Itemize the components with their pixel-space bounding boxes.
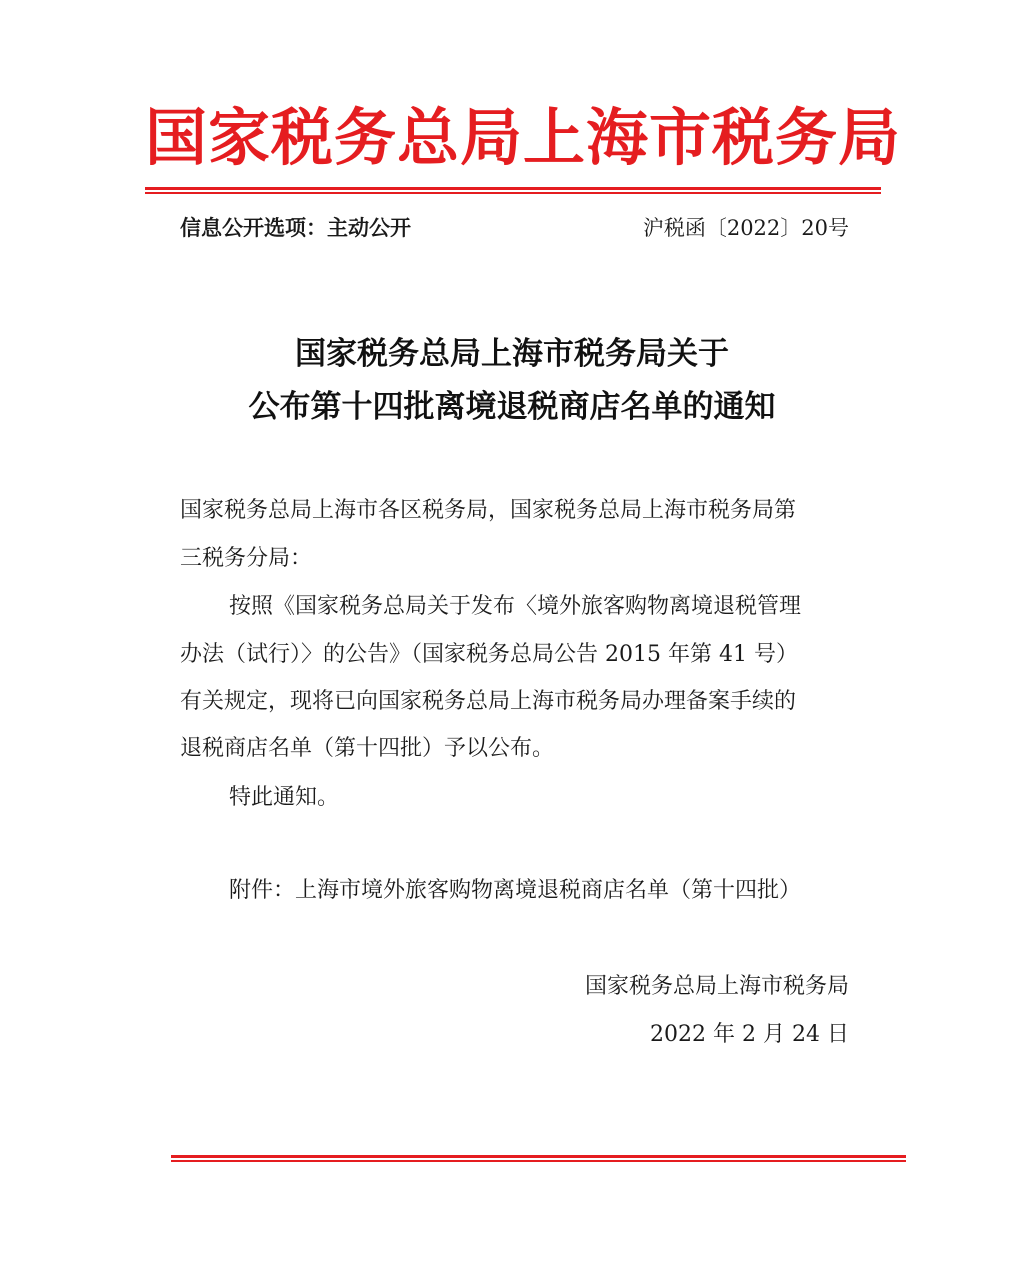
- paragraph-line-4: 退税商店名单（第十四批）予以公布。: [180, 736, 555, 761]
- addressee-line-2: 三税务分局：: [180, 546, 313, 571]
- paragraph-line-2: 办法（试行）〉的公告》（国家税务总局公告 2015 年第 41 号）: [180, 642, 798, 667]
- divider-thick-line: [145, 187, 881, 190]
- footer-divider: [171, 1155, 906, 1162]
- document-title-line-2: 公布第十四批离境退税商店名单的通知: [248, 389, 776, 425]
- paragraph-line-1: 按照《国家税务总局关于发布〈境外旅客购物离境退税管理: [229, 594, 802, 619]
- disclosure-option: 信息公开选项：主动公开: [180, 216, 411, 240]
- signature-date: 2022 年 2 月 24 日: [650, 1022, 849, 1047]
- signature-issuer: 国家税务总局上海市税务局: [584, 974, 849, 999]
- attachment-line: 附件：上海市境外旅客购物离境退税商店名单（第十四批）: [229, 878, 802, 903]
- divider-thin-line: [145, 192, 881, 194]
- document-title-line-1: 国家税务总局上海市税务局关于: [295, 336, 729, 372]
- addressee-line-1: 国家税务总局上海市各区税务局，国家税务总局上海市税务局第: [180, 498, 797, 523]
- footer-thick-line: [171, 1155, 906, 1158]
- masthead-divider: [145, 187, 881, 194]
- document-number: 沪税函〔2022〕20号: [642, 216, 849, 240]
- closing-line: 特此通知。: [229, 785, 340, 810]
- footer-thin-line: [171, 1160, 906, 1162]
- paragraph-line-3: 有关规定，现将已向国家税务总局上海市税务局办理备案手续的: [180, 689, 797, 714]
- masthead-title: 国家税务总局上海市税务局: [145, 101, 902, 174]
